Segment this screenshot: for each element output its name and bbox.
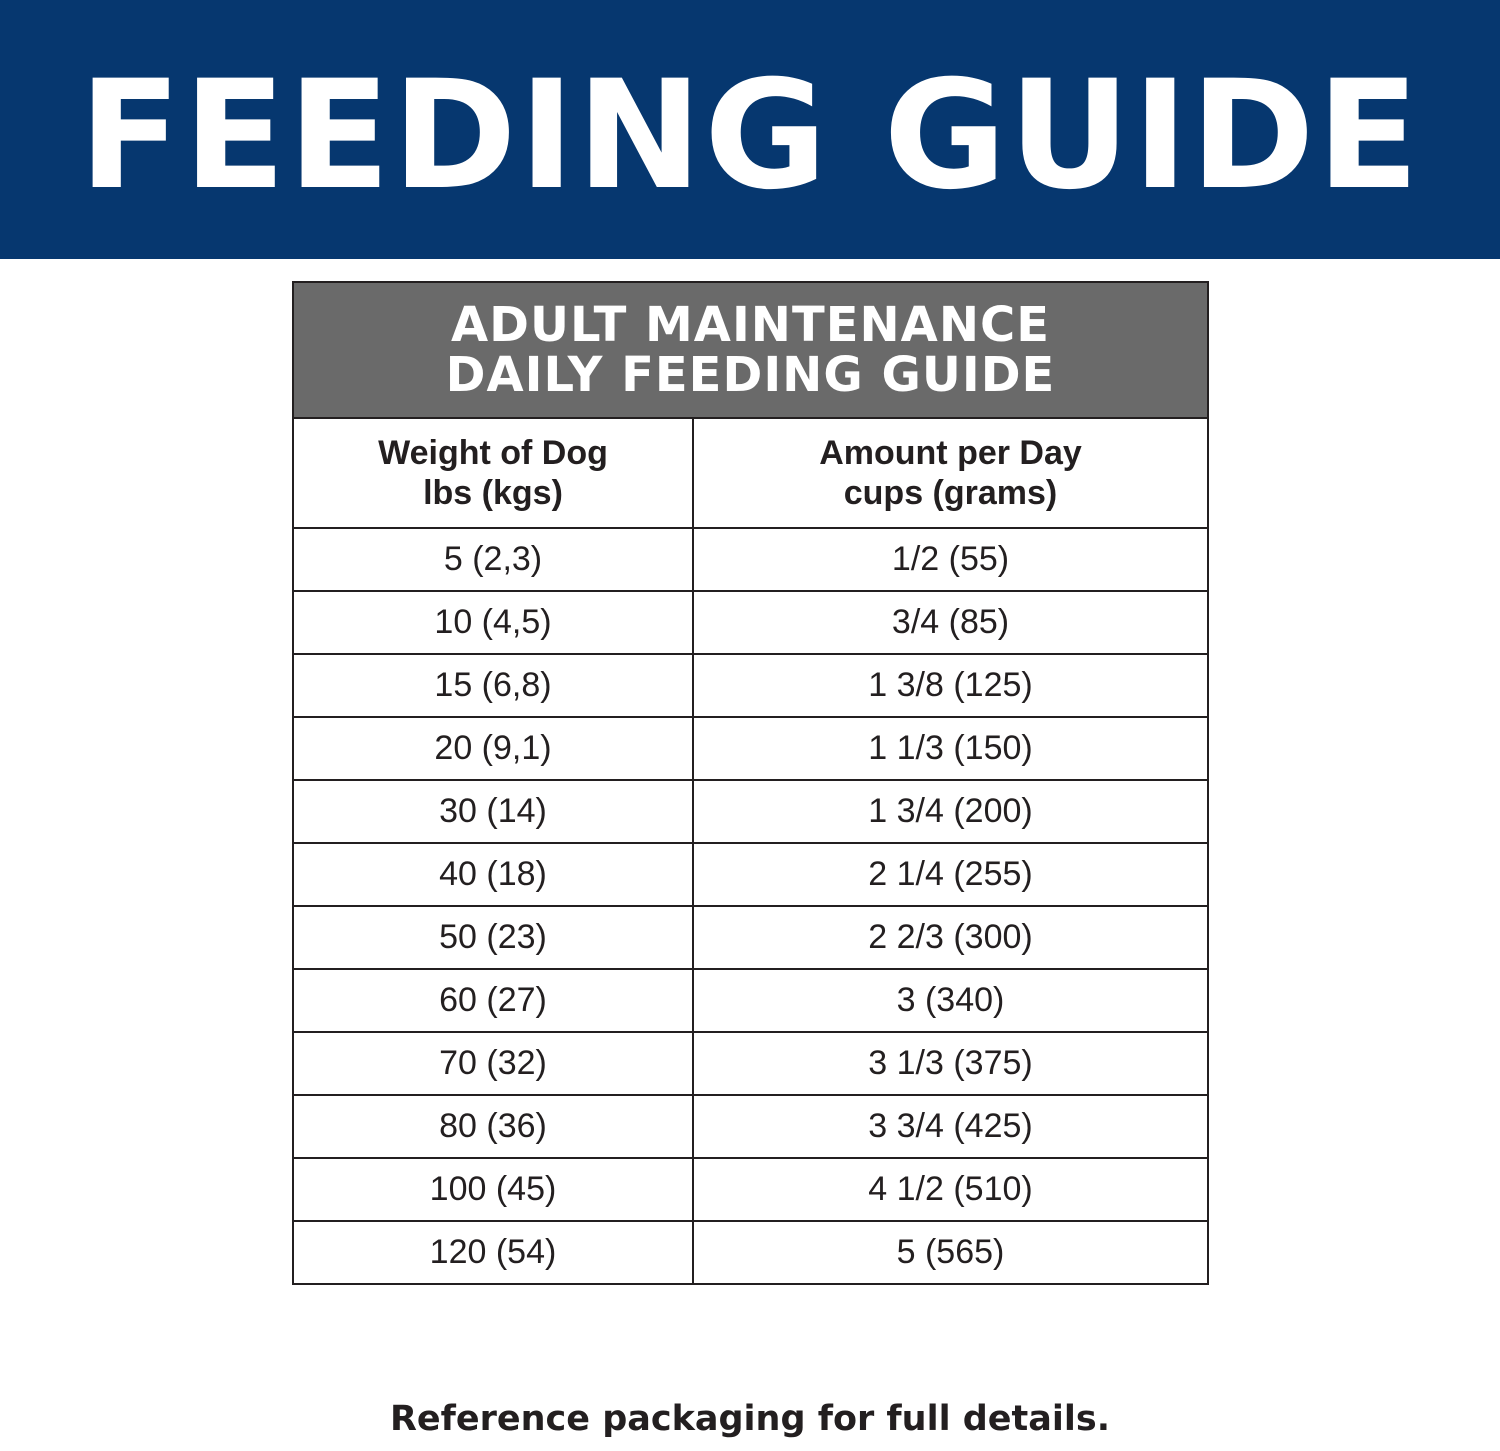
weight-cell: 20 (9,1)	[293, 717, 693, 780]
weight-cell: 5 (2,3)	[293, 528, 693, 591]
amount-cell: 3 (340)	[693, 969, 1208, 1032]
amount-cell: 3 1/3 (375)	[693, 1032, 1208, 1095]
table-title-line1: ADULT MAINTENANCE	[450, 297, 1051, 353]
weight-cell: 50 (23)	[293, 906, 693, 969]
table-row	[293, 1221, 1208, 1284]
weight-cell: 60 (27)	[293, 969, 693, 1032]
amount-cell: 3/4 (85)	[693, 591, 1208, 654]
amount-cell: 2 1/4 (255)	[693, 843, 1208, 906]
table-row	[293, 780, 1208, 843]
column-header-amount-line1: Amount per Day	[819, 434, 1082, 472]
weight-cell: 80 (36)	[293, 1095, 693, 1158]
column-header-row	[293, 418, 1208, 528]
table-row	[293, 843, 1208, 906]
amount-cell: 5 (565)	[693, 1221, 1208, 1284]
table-title-row	[293, 282, 1208, 418]
amount-cell: 1 3/4 (200)	[693, 780, 1208, 843]
amount-cell: 1/2 (55)	[693, 528, 1208, 591]
feeding-guide-table	[292, 281, 1209, 1285]
amount-cell: 4 1/2 (510)	[693, 1158, 1208, 1221]
table-title-line2: DAILY FEEDING GUIDE	[445, 347, 1056, 403]
amount-cell: 1 1/3 (150)	[693, 717, 1208, 780]
column-header-weight-line2: lbs (kgs)	[423, 474, 563, 512]
table-row	[293, 1158, 1208, 1221]
table-row	[293, 591, 1208, 654]
amount-cell: 3 3/4 (425)	[693, 1095, 1208, 1158]
table-title	[293, 282, 1208, 418]
table-row	[293, 654, 1208, 717]
weight-cell: 40 (18)	[293, 843, 693, 906]
table-row	[293, 969, 1208, 1032]
table-row	[293, 528, 1208, 591]
column-header-weight-line1: Weight of Dog	[378, 434, 608, 472]
column-header-weight	[293, 418, 693, 528]
column-header-amount	[693, 418, 1208, 528]
weight-cell: 10 (4,5)	[293, 591, 693, 654]
table-row	[293, 906, 1208, 969]
weight-cell: 70 (32)	[293, 1032, 693, 1095]
table-row	[293, 1095, 1208, 1158]
feeding-guide-banner	[0, 0, 1500, 259]
weight-cell: 30 (14)	[293, 780, 693, 843]
weight-cell: 120 (54)	[293, 1221, 693, 1284]
amount-cell: 2 2/3 (300)	[693, 906, 1208, 969]
table-row	[293, 1032, 1208, 1095]
weight-cell: 100 (45)	[293, 1158, 693, 1221]
weight-cell: 15 (6,8)	[293, 654, 693, 717]
footnote: Reference packaging for full details.	[389, 1399, 1111, 1439]
column-header-amount-line2: cups (grams)	[843, 474, 1058, 512]
banner-title: FEEDING GUIDE	[78, 48, 1422, 223]
amount-cell: 1 3/8 (125)	[693, 654, 1208, 717]
table-row	[293, 717, 1208, 780]
